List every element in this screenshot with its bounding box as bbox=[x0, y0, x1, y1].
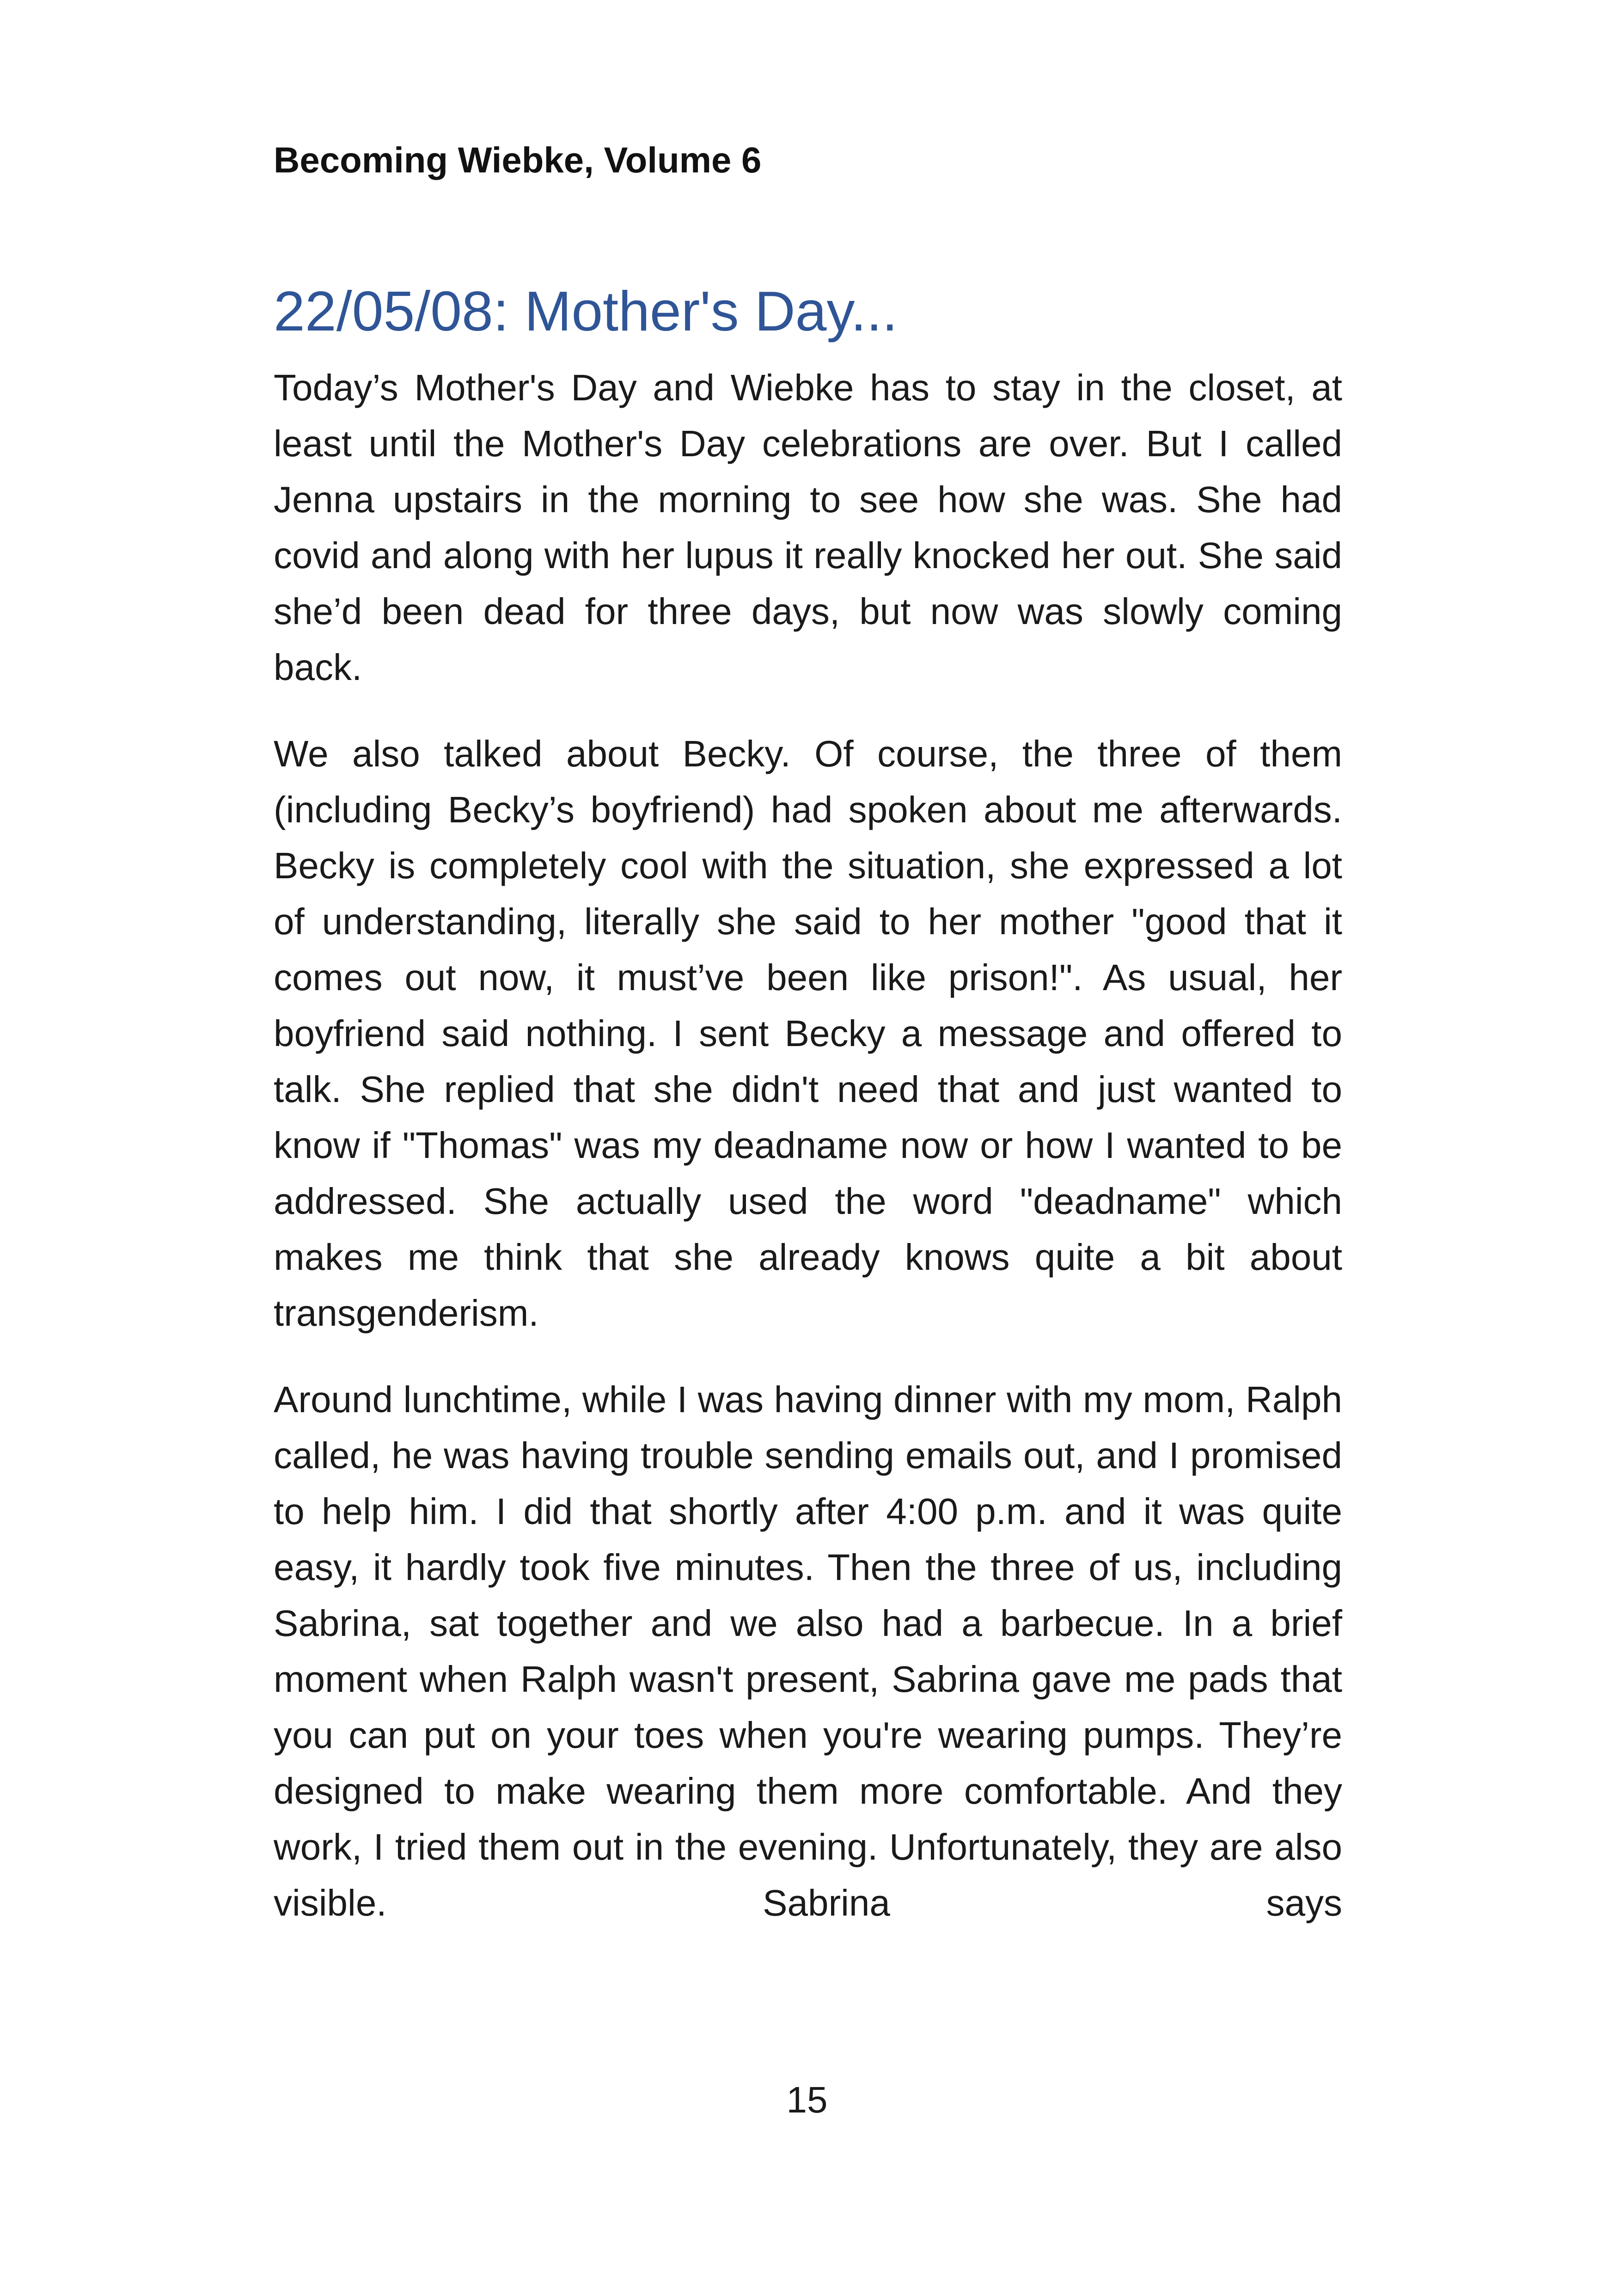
paragraph: Around lunchtime, while I was having dinner with my mom, Ralph called, he was having trouble sending emails out, and I promised to help him. I did that shortly after 4:00 p.m. and it was quite easy, it hardly took five minutes. Then the three of us, including Sabrina, sat together and we also had a barbecue. In a brief moment when Ralph wasn't present, Sabrina gave me pads that you can put on your toes when you're wearing pumps. They’re designed to make wearing them more comfortable. And they work, I tried them out in the evening. Unfortunately, they are also visible. Sabrina says bbox=[274, 1379, 1342, 1923]
body-text bbox=[274, 360, 1342, 1931]
running-header: Becoming Wiebke, Volume 6 bbox=[274, 140, 762, 180]
chapter-title: 22/05/08: Mother's Day... bbox=[274, 280, 898, 343]
paragraph: We also talked about Becky. Of course, the three of them (including Becky’s boyfriend) had spoken about me afterwards. Becky is completely cool with the situation, she expressed a lot of understanding, literally she said to her mother "good that it comes out now, it must’ve been like prison!". As usual, her boyfriend said nothing. I sent Becky a message and offered to talk. She replied that she didn't need that and just wanted to know if "Thomas" was my deadname now or how I wanted to be addressed. She actually used the word "deadname" which makes me think that she already knows quite a bit about transgenderism. bbox=[274, 733, 1342, 1334]
paragraph: Today’s Mother's Day and Wiebke has to stay in the closet, at least until the Mother's Day celebrations are over. But I called Jenna upstairs in the morning to see how she was. She had covid and along with her lupus it really knocked her out. She said she’d been dead for three days, but now was slowly coming back. bbox=[274, 367, 1342, 688]
page-number: 15 bbox=[786, 2079, 828, 2120]
